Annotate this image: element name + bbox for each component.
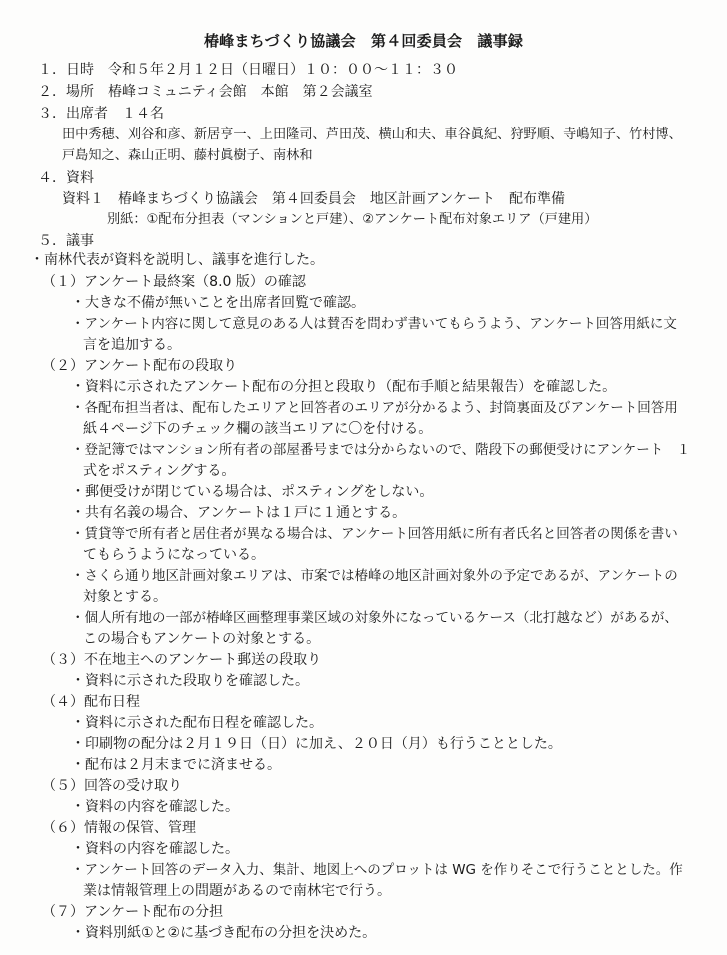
section-1-bullet-1: ・大きな不備が無いことを出席者回覧で確認。 (71, 295, 365, 311)
section-2-bullet-8-line-1: ・個人所有地の一部が椿峰区画整理事業区域の対象外になっているケース（北打越など）があるが、 (71, 610, 678, 626)
section-4-heading: （４）配布日程 (42, 694, 140, 710)
section-5-heading: （５）回答の受け取り (42, 778, 182, 794)
section-2-bullet-4: ・郵便受けが閉じている場合は、ポスティングをしない。 (71, 484, 434, 500)
section-2-heading: （２）アンケート配布の段取り (42, 358, 238, 374)
section-1-bullet-2-line-2: 言を追加する。 (83, 337, 181, 353)
section-1-heading: （１）アンケート最終案（8.0 版）の確認 (42, 274, 306, 290)
section-6-bullet-1: ・資料の内容を確認した。 (71, 841, 239, 857)
section-6-heading: （６）情報の保管、管理 (42, 820, 196, 836)
item-attendees-heading: ３．出席者 １４名 (38, 106, 164, 122)
section-2-bullet-3-line-2: 式をポスティングする。 (83, 463, 236, 479)
material-2: 別紙：①配布分担表（マンションと戸建）、②アンケート配布対象エリア（戸建用） (107, 212, 598, 227)
section-6-bullet-2-line-2: 業は情報管理上の問題があるので南林宅で行う。 (83, 883, 391, 899)
item-place: ２．場所 椿峰コミュニティ会館 本館 第２会議室 (38, 84, 373, 100)
section-2-bullet-1: ・資料に示されたアンケート配布の分担と段取り（配布手順と結果報告）を確認した。 (71, 379, 617, 395)
section-2-bullet-7-line-1: ・さくら通り地区計画対象エリアは、市案では椿峰の地区計画対象外の予定であるが、アンケートの (71, 568, 678, 584)
agenda-intro: ・南林代表が資料を説明し、議事を進行した。 (30, 252, 324, 268)
item-materials-heading: ４．資料 (38, 170, 94, 186)
attendees-list-line-1: 田中秀穂、刈谷和彦、新居亨一、上田隆司、芦田茂、横山和夫、車谷眞紀、狩野順、寺嶋知子、竹村博、 (62, 127, 682, 142)
section-2-bullet-2-line-1: ・各配布担当者は、配布したエリアと回答者のエリアが分かるよう、封筒裏面及びアンケート回答用 (71, 400, 678, 416)
section-4-bullet-1: ・資料に示された配布日程を確認した。 (71, 715, 323, 731)
item-agenda-heading: ５．議事 (38, 233, 94, 249)
section-4-bullet-2: ・印刷物の配分は２月１９日（日）に加え、２０日（月）も行うこととした。 (71, 736, 562, 752)
section-3-heading: （３）不在地主へのアンケート郵送の段取り (42, 652, 322, 668)
material-1: 資料１ 椿峰まちづくり協議会 第４回委員会 地区計画アンケート 配布準備 (62, 191, 566, 207)
document-title: 椿峰まちづくり協議会 第４回委員会 議事録 (203, 32, 524, 50)
section-5-bullet-1: ・資料の内容を確認した。 (71, 799, 239, 815)
section-2-bullet-5: ・共有名義の場合、アンケートは１戸に１通とする。 (71, 505, 407, 521)
section-7-heading: （７）アンケート配布の分担 (42, 904, 224, 920)
section-2-bullet-6-line-2: てもらうようになっている。 (83, 547, 265, 563)
item-date: １．日時 令和５年２月１２日（日曜日）１０：００〜１１：３０ (38, 62, 458, 78)
section-2-bullet-2-line-2: 紙４ページ下のチェック欄の該当エリアに〇を付ける。 (83, 421, 433, 437)
section-2-bullet-7-line-2: 対象とする。 (83, 589, 167, 605)
section-4-bullet-3: ・配布は２月末までに済ませる。 (71, 757, 281, 773)
attendees-list-line-2: 戸島知之、森山正明、藤村眞樹子、南林和 (62, 148, 313, 163)
section-1-bullet-2-line-1: ・アンケート内容に関して意見のある人は賛否を問わず書いてもらうよう、アンケート回答用紙に文 (71, 316, 677, 332)
section-2-bullet-8-line-2: この場合もアンケートの対象とする。 (83, 631, 321, 647)
section-6-bullet-2-line-1: ・アンケート回答のデータ入力、集計、地図上へのプロットは WG を作りそこで行うこととした。作 (71, 862, 683, 878)
section-7-bullet-1: ・資料別紙①と②に基づき配布の分担を決めた。 (71, 925, 377, 941)
section-2-bullet-6-line-1: ・賃貸等で所有者と居住者が異なる場合は、アンケート回答用紙に所有者氏名と回答者の関係を書い (71, 526, 678, 542)
section-3-bullet-1: ・資料に示された段取りを確認した。 (71, 673, 309, 689)
section-2-bullet-3-line-1: ・登記簿ではマンション所有者の部屋番号までは分からないので、階段下の郵便受けにアンケート １ (71, 442, 691, 458)
